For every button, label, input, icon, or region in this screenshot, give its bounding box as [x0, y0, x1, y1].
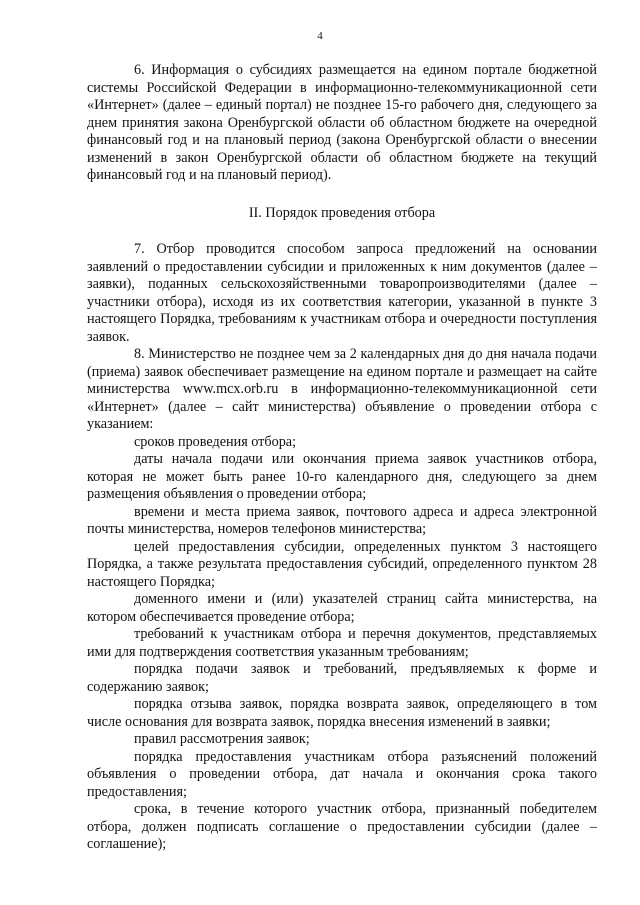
list-item-terms: сроков проведения отбора; [134, 433, 297, 450]
list-item-review-rules: правил рассмотрения заявок; [134, 731, 310, 747]
list-item-domain: доменного имени и (или) указателей страниц сайта министерства, на котором обеспечивается проведение отбора; [87, 591, 597, 625]
list-item-submission: порядка подачи заявок и требований, предъявляемых к форме и содержанию заявок; [87, 661, 597, 695]
section-heading-block [87, 205, 597, 223]
paragraph-block-1 [87, 62, 597, 185]
list-item-clarifications: порядка предоставления участникам отбора разъяснений положений объявления о проведении отбора, дат начала и окончания срока такого предоставления; [87, 748, 597, 800]
list-item-withdrawal: порядка отзыва заявок, порядка возврата заявок, определяющего в том числе основания для возврата заявок, порядка внесения изменений в заявки; [87, 696, 597, 730]
list-item-goals: целей предоставления субсидии, определенных пунктом 3 настоящего Порядка, а также результата предоставления субсидий, определенного пунктом 28 настоящего Порядка; [87, 538, 597, 590]
list-item-place: времени и места приема заявок, почтового адреса и адреса электронной почты министерства, номеров телефонов министерства; [87, 503, 597, 537]
section-title: II. Порядок проведения отбора [248, 205, 436, 221]
paragraph-8: 8. Министерство не позднее чем за 2 календарных дня до дня начала подачи (приема) заявок обеспечивает размещение на едином портале и размещает на сайте министерства www.mcx.orb.ru в информационно-телекоммуникационной сети «Интернет» (далее – сайт министерства) объявление о проведении отбора с указанием: [87, 346, 597, 432]
list-item-requirements: требований к участникам отбора и перечня документов, представляемых ими для подтверждения соответствия указанным требованиям; [87, 626, 597, 660]
list-item-dates: даты начала подачи или окончания приема заявок участников отбора, которая не может быть ранее 10-го календарного дня, следующего за днем размещения объявления о проведении отбора; [87, 451, 597, 502]
paragraph-6: 6. Информация о субсидиях размещается на едином портале бюджетной системы Российской Федерации в информационно-телекоммуникационной сети «Интернет» (далее – единый портал) не позднее 15-го рабочего дня, следующего за днем принятия закона Оренбургской области об областном бюджете на очередной финансовый год и на плановый период (закона Оренбургской области о внесении изменений в закон Оренбургской области об областном бюджете на текущий финансовый год и на плановый период). [87, 62, 597, 183]
paragraph-7: 7. Отбор проводится способом запроса предложений на основании заявлений о предоставлении субсидии и приложенных к ним документов (далее – заявки), поданных сельскохозяйственными товаропроизводителями (далее – участники отбора), исходя из их соответствия категории, указанной в пункте 3 настоящего Порядка, требованиям к участникам отбора и очередности поступления заявок. [87, 241, 597, 345]
page-number: 4 [317, 30, 323, 42]
list-item-agreement-term: срока, в течение которого участник отбора, признанный победителем отбора, должен подписать соглашение о предоставлении субсидии (далее – соглашение); [87, 801, 597, 852]
paragraph-block-2 [87, 241, 597, 854]
